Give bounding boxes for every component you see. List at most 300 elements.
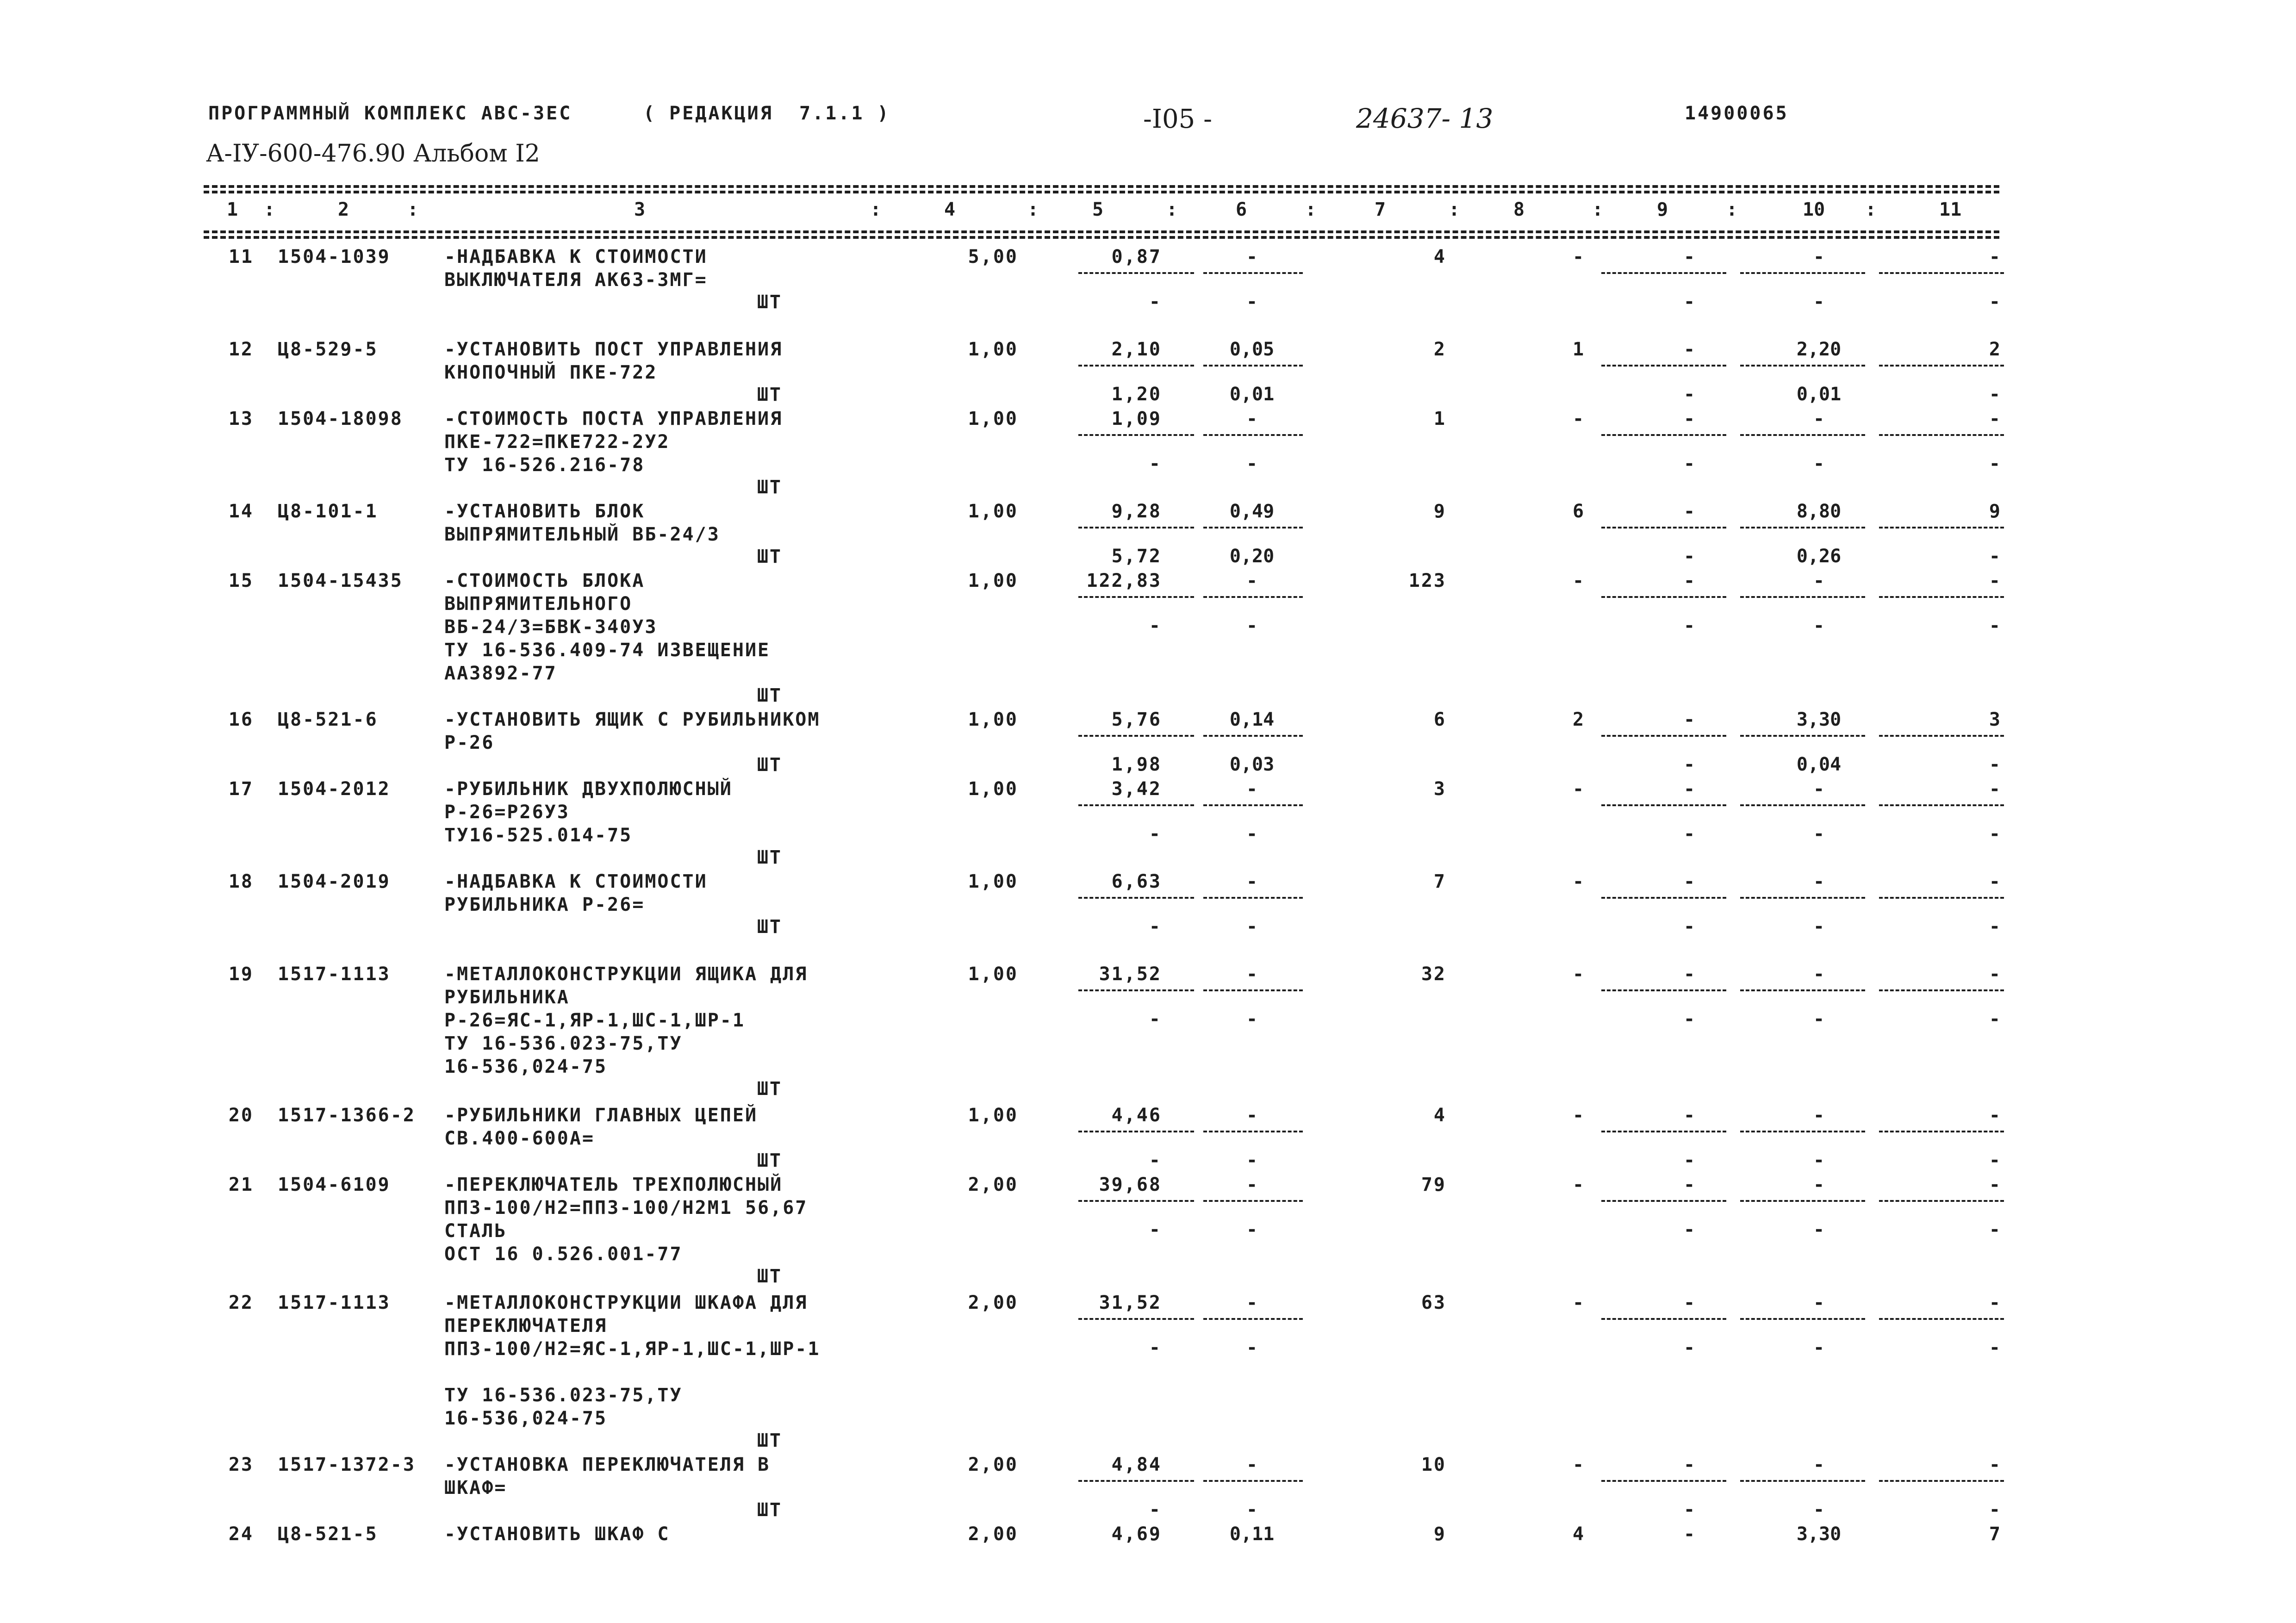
row-code: 1517-1113 [278,1292,391,1313]
row-col6-value: - [1246,246,1258,267]
cell-divider [1740,804,1865,806]
cell-divider [1078,272,1194,274]
row-unit: ШТ [757,1499,782,1521]
row-col7-value: 1 [1433,408,1446,429]
row-description-line: ТУ 16-526.216-78 [444,454,645,476]
row-description-line: ПП3-100/Н2=ЯС-1,ЯР-1,ШС-1,ШР-1 [444,1338,821,1360]
header-rule-top-2 [204,191,1999,193]
row-col8-value: 1 [1572,339,1584,360]
row-code: Ц8-101-1 [278,501,378,522]
row-description-line: ТУ 16-536.023-75,ТУ [444,1033,683,1054]
row-col6-secondary: - [1246,1008,1258,1030]
row-col9-value: - [1683,408,1695,429]
row-col11-secondary: - [1989,754,2002,775]
cell-divider [1740,735,1865,737]
row-quantity: 2,00 [968,1292,1018,1313]
row-col9-secondary: - [1683,1150,1695,1171]
cell-divider [1203,735,1303,737]
row-col6-secondary: - [1246,823,1258,845]
row-col9-secondary: - [1683,754,1695,775]
cell-divider [1879,989,2004,991]
cell-divider [1740,527,1865,529]
row-code: 1517-1366-2 [278,1105,416,1126]
column-separator: : [407,199,419,220]
row-col6-secondary: - [1246,1337,1258,1358]
row-col11-value: - [1989,1105,2002,1126]
row-col8-value: - [1572,570,1584,591]
row-col11-value: - [1989,778,2002,800]
cell-divider [1078,365,1194,367]
row-col5-value: 4,46 [1111,1105,1162,1126]
row-col5-secondary: - [1149,615,1162,636]
cell-divider [1740,596,1865,598]
row-number: 22 [228,1292,254,1313]
row-col10-value: - [1813,964,1825,985]
column-separator: : [1865,199,1877,220]
row-col11-value: - [1989,246,2002,267]
row-col10-secondary: - [1813,916,1825,937]
cell-divider [1203,527,1303,529]
row-col5-secondary: - [1149,1499,1162,1520]
row-code: 1504-6109 [278,1174,391,1195]
cell-divider [1879,897,2004,899]
row-number: 14 [228,501,254,522]
column-header-9: 9 [1657,199,1668,220]
row-description-line: ПЕРЕКЛЮЧАТЕЛЯ [444,1315,608,1337]
row-col11-secondary: - [1989,1150,2002,1171]
row-col9-secondary: - [1683,384,1695,405]
row-col11-value: 7 [1989,1524,2002,1545]
row-col9-secondary: - [1683,1337,1695,1358]
cell-divider [1601,527,1726,529]
row-code: Ц8-521-5 [278,1524,378,1545]
row-col8-value: - [1572,1454,1584,1475]
row-col6-value: - [1246,408,1258,429]
row-col5-value: 5,76 [1111,709,1162,730]
cell-divider [1601,1131,1726,1132]
row-description-line: -РУБИЛЬНИК ДВУХПОЛЮСНЫЙ [444,778,733,800]
row-col9-value: - [1683,871,1695,892]
row-col6-value: 0,49 [1229,501,1275,522]
row-col10-secondary: - [1813,291,1825,312]
row-description-line: -МЕТАЛЛОКОНСТРУКЦИИ ШКАФА ДЛЯ [444,1292,808,1313]
row-col10-secondary: - [1813,615,1825,636]
row-quantity: 1,00 [968,964,1018,985]
header-rule-top [204,185,1999,188]
row-col5-secondary: - [1149,1150,1162,1171]
row-description-line: -УСТАНОВИТЬ ЯЩИК С РУБИЛЬНИКОМ [444,709,821,730]
row-col10-value: - [1813,1454,1825,1475]
cell-divider [1740,1480,1865,1482]
row-col11-value: - [1989,1454,2002,1475]
row-col11-value: 2 [1989,339,2002,360]
row-col10-secondary: - [1813,1219,1825,1240]
cell-divider [1740,272,1865,274]
row-col6-value: - [1246,871,1258,892]
row-col10-secondary: 0,26 [1796,546,1842,567]
row-description-line: ТУ 16-536.409-74 ИЗВЕЩЕНИЕ [444,640,771,661]
row-col8-value: - [1572,408,1584,429]
cell-divider [1078,596,1194,598]
row-col9-secondary: - [1683,615,1695,636]
row-description-line: ПП3-100/Н2=ПП3-100/Н2М1 56,67 [444,1197,808,1219]
row-col10-value: - [1813,778,1825,800]
cell-divider [1879,272,2004,274]
row-description-line: -УСТАНОВКА ПЕРЕКЛЮЧАТЕЛЯ В [444,1454,771,1475]
page-number: -I05 - [1143,104,1213,134]
column-header-11: 11 [1939,199,1962,220]
row-description-line: 16-536,024-75 [444,1056,608,1077]
cell-divider [1740,1200,1865,1202]
cell-divider [1601,365,1726,367]
row-col9-secondary: - [1683,1008,1695,1030]
row-description-line: РУБИЛЬНИКА Р-26= [444,894,645,915]
row-col5-secondary: - [1149,1219,1162,1240]
cell-divider [1078,1480,1194,1482]
row-col6-secondary: 0,03 [1229,754,1275,775]
cell-divider [1879,434,2004,436]
row-quantity: 1,00 [968,501,1018,522]
row-col11-value: 3 [1989,709,2002,730]
row-quantity: 1,00 [968,871,1018,892]
row-col11-secondary: - [1989,384,2002,405]
row-description-line: Р-26=ЯС-1,ЯР-1,ШС-1,ШР-1 [444,1010,745,1031]
row-description-line: РУБИЛЬНИКА [444,987,570,1008]
row-col5-value: 122,83 [1086,570,1162,591]
row-quantity: 1,00 [968,709,1018,730]
row-quantity: 5,00 [968,246,1018,267]
row-col5-value: 31,52 [1099,1292,1162,1313]
cell-divider [1879,1480,2004,1482]
row-unit: ШТ [757,477,782,498]
row-col11-secondary: - [1989,1008,2002,1030]
cell-divider [1879,1131,2004,1132]
cell-divider [1078,989,1194,991]
row-col11-secondary: - [1989,1337,2002,1358]
cell-divider [1601,434,1726,436]
row-description-line: -МЕТАЛЛОКОНСТРУКЦИИ ЯЩИКА ДЛЯ [444,964,808,985]
row-col10-value: - [1813,1292,1825,1313]
row-col6-secondary: - [1246,916,1258,937]
row-quantity: 1,00 [968,408,1018,429]
row-description-line: Р-26 [444,732,495,753]
column-header-1: 1 [227,199,238,220]
cell-divider [1203,1318,1303,1320]
cell-divider [1078,1318,1194,1320]
row-col11-secondary: - [1989,916,2002,937]
row-description-line: ВЫКЛЮЧАТЕЛЯ АК63-3МГ= [444,269,708,291]
row-col11-secondary: - [1989,1499,2002,1520]
row-unit: ШТ [757,754,782,776]
row-number: 19 [228,964,254,985]
row-quantity: 1,00 [968,570,1018,591]
row-col9-value: - [1683,570,1695,591]
row-col5-secondary: 1,20 [1111,384,1162,405]
cell-divider [1740,1131,1865,1132]
row-quantity: 1,00 [968,778,1018,800]
row-col5-secondary: 1,98 [1111,754,1162,775]
row-col6-value: - [1246,1105,1258,1126]
cell-divider [1203,804,1303,806]
row-col10-secondary: - [1813,1499,1825,1520]
row-number: 20 [228,1105,254,1126]
row-col7-value: 4 [1433,1105,1446,1126]
row-col5-secondary: - [1149,916,1162,937]
row-col11-secondary: - [1989,291,2002,312]
row-description-line: ВЫПРЯМИТЕЛЬНЫЙ ВБ-24/3 [444,524,720,545]
row-col6-value: 0,05 [1229,339,1275,360]
row-col10-value: - [1813,871,1825,892]
row-col11-secondary: - [1989,615,2002,636]
row-col11-value: - [1989,871,2002,892]
row-number: 13 [228,408,254,429]
row-description-line: ВБ-24/3=БВК-340У3 [444,616,658,638]
cell-divider [1879,365,2004,367]
row-col8-value: - [1572,1105,1584,1126]
row-code: 1517-1372-3 [278,1454,416,1475]
row-col7-value: 2 [1433,339,1446,360]
row-description-line: СТАЛЬ [444,1220,507,1242]
row-number: 16 [228,709,254,730]
row-col6-value: - [1246,1174,1258,1195]
column-separator: : [1592,199,1604,220]
cell-divider [1879,1200,2004,1202]
row-code: 1504-18098 [278,408,403,429]
row-quantity: 2,00 [968,1174,1018,1195]
row-col5-value: 3,42 [1111,778,1162,800]
cell-divider [1601,804,1726,806]
row-description-line: ШКАФ= [444,1477,507,1499]
row-col5-secondary: - [1149,1337,1162,1358]
edition-label: ( РЕДАКЦИЯ 7.1.1 ) [643,103,890,124]
row-col5-secondary: 5,72 [1111,546,1162,567]
row-col6-secondary: - [1246,1499,1258,1520]
row-number: 12 [228,339,254,360]
row-col9-value: - [1683,246,1695,267]
row-col10-value: - [1813,1105,1825,1126]
header-rule-bottom-2 [204,236,1999,239]
column-separator: : [264,199,275,220]
row-unit: ШТ [757,847,782,868]
row-col11-value: - [1989,964,2002,985]
row-col9-value: - [1683,1174,1695,1195]
row-col11-value: - [1989,570,2002,591]
row-col11-value: - [1989,1292,2002,1313]
row-unit: ШТ [757,1150,782,1171]
row-description-line: -ПЕРЕКЛЮЧАТЕЛЬ ТРЕХПОЛЮСНЫЙ [444,1174,783,1195]
row-description-line: 16-536,024-75 [444,1408,608,1429]
row-col10-secondary: - [1813,1150,1825,1171]
row-description-line: АА3892-77 [444,663,557,684]
row-col8-value: - [1572,1292,1584,1313]
row-col11-secondary: - [1989,1219,2002,1240]
cell-divider [1078,1131,1194,1132]
cell-divider [1078,897,1194,899]
row-col10-secondary: - [1813,453,1825,474]
row-col8-value: 6 [1572,501,1584,522]
row-col10-value: - [1813,246,1825,267]
row-col9-value: - [1683,1292,1695,1313]
cell-divider [1601,989,1726,991]
row-col9-value: - [1683,1454,1695,1475]
row-col5-value: 2,10 [1111,339,1162,360]
row-col7-value: 32 [1421,964,1446,985]
row-description-line: -РУБИЛЬНИКИ ГЛАВНЫХ ЦЕПЕЙ [444,1105,758,1126]
row-unit: ШТ [757,1078,782,1100]
row-col11-value: - [1989,1174,2002,1195]
row-col5-secondary: - [1149,291,1162,312]
cell-divider [1078,804,1194,806]
row-col6-secondary: - [1246,453,1258,474]
cell-divider [1078,527,1194,529]
row-col10-secondary: - [1813,1008,1825,1030]
row-col9-value: - [1683,1524,1695,1545]
column-header-10: 10 [1803,199,1825,220]
row-col7-value: 123 [1408,570,1446,591]
row-col9-secondary: - [1683,1219,1695,1240]
column-header-2: 2 [338,199,349,220]
row-quantity: 1,00 [968,1105,1018,1126]
row-col8-value: - [1572,1174,1584,1195]
row-col9-value: - [1683,778,1695,800]
cell-divider [1740,434,1865,436]
cell-divider [1601,1200,1726,1202]
row-quantity: 2,00 [968,1524,1018,1545]
row-col11-secondary: - [1989,546,2002,567]
row-col9-secondary: - [1683,291,1695,312]
cell-divider [1601,1318,1726,1320]
row-description-line: ТУ 16-536.023-75,ТУ [444,1385,683,1406]
row-col8-value: 4 [1572,1524,1584,1545]
cell-divider [1879,804,2004,806]
cell-divider [1203,272,1303,274]
row-description-line: -СТОИМОСТЬ ПОСТА УПРАВЛЕНИЯ [444,408,783,429]
column-header-8: 8 [1513,199,1525,220]
cell-divider [1601,272,1726,274]
row-code: Ц8-521-6 [278,709,378,730]
row-col7-value: 63 [1421,1292,1446,1313]
cell-divider [1879,527,2004,529]
cell-divider [1203,365,1303,367]
row-col5-value: 1,09 [1111,408,1162,429]
row-code: 1504-2012 [278,778,391,800]
header-rule-bottom [204,230,1999,233]
column-header-4: 4 [944,199,956,220]
row-code: 1517-1113 [278,964,391,985]
row-col11-secondary: - [1989,453,2002,474]
row-col10-value: 8,80 [1796,501,1842,522]
row-description-line: -УСТАНОВИТЬ БЛОК [444,501,645,522]
cell-divider [1203,434,1303,436]
cell-divider [1203,1131,1303,1132]
column-header-6: 6 [1236,199,1247,220]
album-label: А-IУ-600-476.90 Альбом I2 [206,140,540,168]
row-col5-value: 6,63 [1111,871,1162,892]
row-col7-value: 9 [1433,1524,1446,1545]
row-number: 17 [228,778,254,800]
row-unit: ШТ [757,1266,782,1287]
row-col6-value: 0,14 [1229,709,1275,730]
row-col7-value: 7 [1433,871,1446,892]
row-col6-value: - [1246,1292,1258,1313]
cell-divider [1740,365,1865,367]
row-unit: ШТ [757,546,782,567]
row-col9-secondary: - [1683,453,1695,474]
row-number: 15 [228,570,254,591]
row-unit: ШТ [757,292,782,313]
row-description-line: -УСТАНОВИТЬ ПОСТ УПРАВЛЕНИЯ [444,339,783,360]
row-col9-secondary: - [1683,546,1695,567]
row-col9-value: - [1683,501,1695,522]
row-col6-secondary: - [1246,1150,1258,1171]
cell-divider [1203,1480,1303,1482]
row-description-line: -УСТАНОВИТЬ ШКАФ С [444,1524,670,1545]
cell-divider [1203,596,1303,598]
row-code: 1504-2019 [278,871,391,892]
cell-divider [1078,434,1194,436]
row-col7-value: 10 [1421,1454,1446,1475]
row-description-line: -СТОИМОСТЬ БЛОКА [444,570,645,591]
row-col9-value: - [1683,964,1695,985]
cell-divider [1740,897,1865,899]
row-col10-secondary: - [1813,1337,1825,1358]
row-col8-value: - [1572,246,1584,267]
row-unit: ШТ [757,916,782,938]
cell-divider [1203,897,1303,899]
program-title: ПРОГРАММНЫЙ КОМПЛЕКС АВС-3ЕС [208,103,572,124]
row-description-line: СВ.400-600А= [444,1128,595,1149]
cell-divider [1203,1200,1303,1202]
row-col6-value: - [1246,570,1258,591]
row-col10-secondary: 0,01 [1796,384,1842,405]
cell-divider [1203,989,1303,991]
row-number: 23 [228,1454,254,1475]
row-col9-secondary: - [1683,823,1695,845]
row-col10-value: 3,30 [1796,709,1842,730]
row-col10-secondary: 0,04 [1796,754,1842,775]
row-col8-value: - [1572,778,1584,800]
cell-divider [1879,735,2004,737]
column-separator: : [870,199,882,220]
row-col5-value: 0,87 [1111,246,1162,267]
handwritten-number: 24637- 13 [1356,103,1493,134]
row-code: 1504-1039 [278,246,391,267]
row-description-line: Р-26=Р26У3 [444,802,570,823]
column-header-3: 3 [634,199,646,220]
row-col6-value: - [1246,964,1258,985]
row-col5-secondary: - [1149,453,1162,474]
row-col6-value: - [1246,1454,1258,1475]
cell-divider [1601,897,1726,899]
row-col10-secondary: - [1813,823,1825,845]
row-col10-value: 3,30 [1796,1524,1842,1545]
row-col7-value: 9 [1433,501,1446,522]
cell-divider [1601,1480,1726,1482]
row-col5-secondary: - [1149,823,1162,845]
row-col6-value: 0,11 [1229,1524,1275,1545]
column-separator: : [1166,199,1178,220]
row-col9-secondary: - [1683,916,1695,937]
row-col5-value: 4,84 [1111,1454,1162,1475]
row-col5-secondary: - [1149,1008,1162,1030]
row-unit: ШТ [757,685,782,706]
cell-divider [1601,735,1726,737]
row-col11-value: - [1989,408,2002,429]
row-number: 18 [228,871,254,892]
cell-divider [1740,989,1865,991]
row-col6-secondary: - [1246,615,1258,636]
row-quantity: 2,00 [968,1454,1018,1475]
